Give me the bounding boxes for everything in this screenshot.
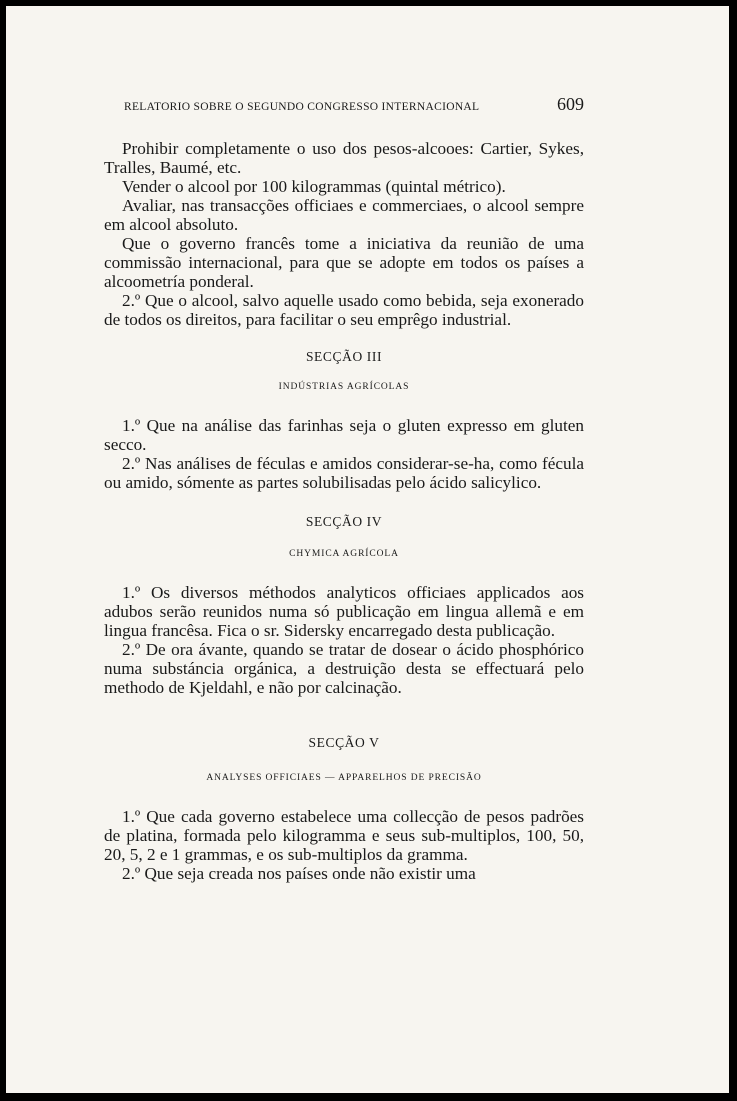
- scanned-page: [6, 6, 729, 1093]
- paragraph: 1.º Os diversos méthodos analyticos officiaes applicados aos adubos serão reunidos numa só publicação em lingua allemã e em lingua francêsa. Fica o sr. Sidersky encarregado desta publicação.: [104, 583, 584, 640]
- section-5-title: SECÇÃO V: [308, 735, 380, 750]
- paragraph: 2.º De ora ávante, quando se tratar de dosear o ácido phosphórico numa substáncia orgánica, a destruição desta se effectuará pelo methodo de Kjeldahl, e não por calcinação.: [104, 640, 584, 697]
- section-3-title: SECÇÃO III: [305, 349, 383, 364]
- running-title: RELATORIO SOBRE O SEGUNDO CONGRESSO INTERNACIONAL: [124, 101, 480, 113]
- page-number: 609: [557, 94, 584, 114]
- paragraph: 1.º Que na análise das farinhas seja o gluten expresso em gluten secco.: [104, 416, 584, 454]
- section-5-subtitle: ANALYSES OFFICIAES — APPARELHOS DE PRECISÃO: [206, 773, 482, 783]
- paragraph: 2.º Que o alcool, salvo aquelle usado como bebida, seja exonerado de todos os direitos, para facilitar o seu emprêgo industrial.: [104, 291, 584, 329]
- paragraph: Prohibir completamente o uso dos pesos-alcooes: Cartier, Sykes, Tralles, Baumé, etc.: [104, 139, 584, 177]
- paragraph: 2.º Que seja creada nos países onde não existir uma: [122, 864, 476, 883]
- section-4-subtitle: CHYMICA AGRÍCOLA: [289, 549, 399, 559]
- section-4-title: SECÇÃO IV: [305, 514, 383, 529]
- paragraph: 1.º Que cada governo estabelece uma collecção de pesos padrões de platina, formada pelo kilogramma e seus sub-multiplos, 100, 50, 20, 5, 2 e 1 grammas, e os sub-multiplos da gramma.: [104, 807, 584, 864]
- paragraph: 2.º Nas análises de féculas e amidos considerar-se-ha, como fécula ou amido, sómente as partes solubilisadas pelo ácido salicylico.: [104, 454, 584, 492]
- paragraph: Avaliar, nas transacções officiaes e commerciaes, o alcool sempre em alcool absoluto.: [104, 196, 584, 234]
- page-content: [104, 94, 584, 883]
- running-header: [124, 94, 584, 115]
- paragraph: Que o governo francês tome a iniciativa da reunião de uma commissão internacional, para que se adopte em todos os países a alcoometría ponderal.: [104, 234, 584, 291]
- section-3-subtitle: INDÚSTRIAS AGRÍCOLAS: [278, 382, 410, 392]
- paragraph: Vender o alcool por 100 kilogrammas (quintal métrico).: [122, 177, 506, 196]
